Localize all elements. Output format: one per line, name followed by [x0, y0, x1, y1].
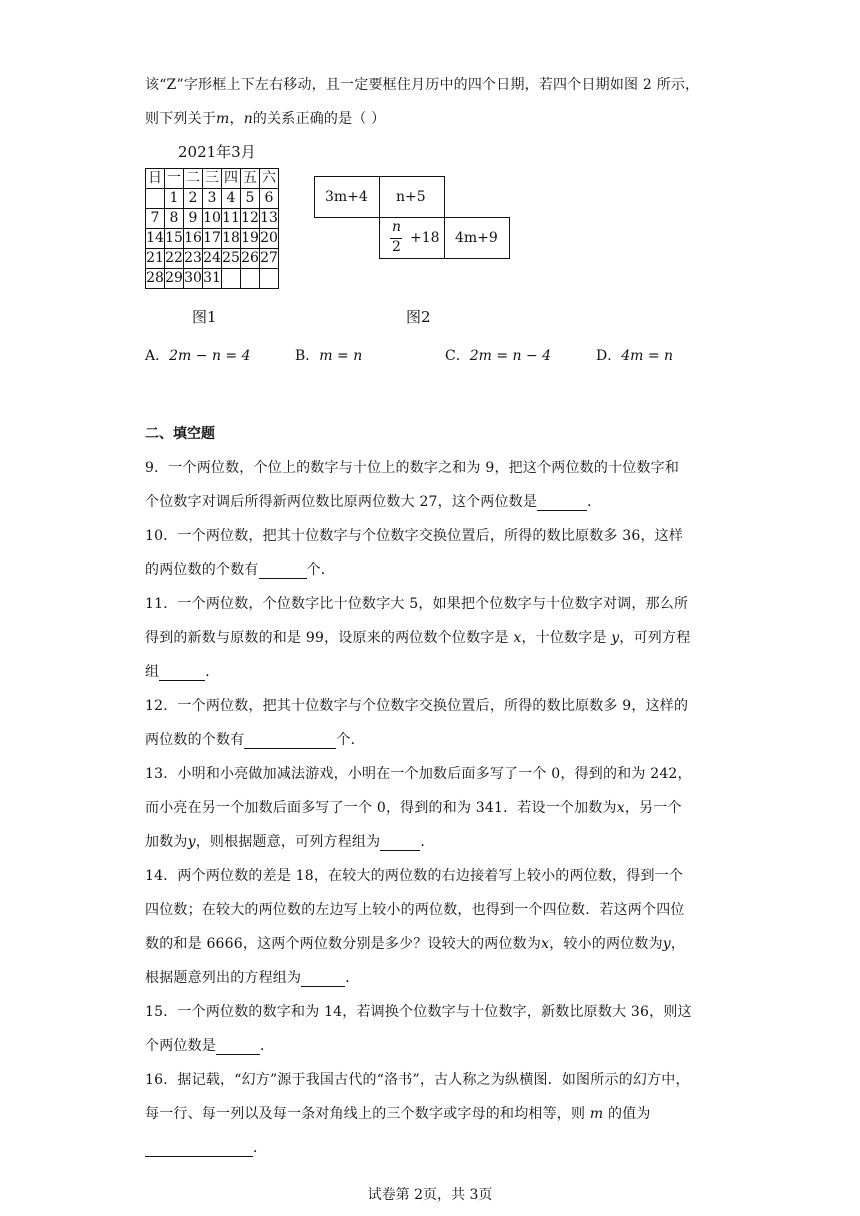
calendar-week-row	[146, 209, 279, 229]
calendar-cell: 五	[241, 169, 260, 189]
calendar-cell	[260, 269, 279, 289]
question-8-text-line-2: 则下列关于m，n的关系正确的是（ ）	[145, 111, 386, 127]
calendar-cell: 14	[146, 229, 165, 249]
calendar-cell: 10	[203, 209, 222, 229]
calendar-cell: 19	[241, 229, 260, 249]
calendar-title: 2021年3月	[178, 143, 256, 161]
calendar-week-row	[146, 249, 279, 269]
figure-2-cell-top-right: n+5	[379, 176, 445, 218]
calendar-cell: 20	[260, 229, 279, 249]
calendar-cell: 二	[184, 169, 203, 189]
calendar-cell: 三	[203, 169, 222, 189]
calendar-cell: 26	[241, 249, 260, 269]
calendar-cell: 25	[222, 249, 241, 269]
calendar-cell: 5	[241, 189, 260, 209]
calendar-cell: 31	[203, 269, 222, 289]
question-13-line-1: 13．小明和小亮做加减法游戏，小明在一个加数后面多写了一个 0，得到的和为 242，	[145, 766, 692, 782]
calendar-week-row	[146, 189, 279, 209]
calendar-cell	[241, 269, 260, 289]
calendar-cell: 28	[146, 269, 165, 289]
option-c[interactable]: C．2m = n − 4	[445, 348, 552, 364]
option-b[interactable]: B．m = n	[295, 348, 363, 364]
figure-2-cell-top-left: 3m+4	[314, 176, 380, 218]
calendar-table	[145, 168, 279, 289]
option-a[interactable]: A．2m − n = 4	[145, 348, 251, 364]
page-footer: 试卷第 2页，共 3页	[367, 1187, 493, 1203]
calendar-cell: 3	[203, 189, 222, 209]
figure-2-caption: 图2	[406, 308, 431, 326]
answer-blank[interactable]	[301, 972, 345, 987]
question-8-text-line-1: 该“Z”字形框上下左右移动，且一定要框住月历中的四个日期，若四个日期如图 2 所示，	[145, 77, 700, 93]
calendar-week-row	[146, 229, 279, 249]
calendar-week-row	[146, 269, 279, 289]
calendar-cell: 21	[146, 249, 165, 269]
answer-blank[interactable]	[537, 496, 587, 511]
question-10-line-1: 10．一个两位数，把其十位数字与个位数字交换位置后，所得的数比原数多 36，这样	[145, 528, 684, 544]
calendar-cell: 2	[184, 189, 203, 209]
question-11-line-1: 11．一个两位数，个位数字比十位数字大 5，如果把个位数字与十位数字对调，那么所	[145, 596, 689, 612]
question-12-line-1: 12．一个两位数，把其十位数字与个位数字交换位置后，所得的数比原数多 9，这样的	[145, 698, 689, 714]
question-12-line-2: 两位数的个数有 个．	[145, 732, 365, 748]
calendar-cell: 11	[222, 209, 241, 229]
calendar-cell: 四	[222, 169, 241, 189]
calendar-cell: 8	[165, 209, 184, 229]
calendar-cell: 23	[184, 249, 203, 269]
calendar-cell: 4	[222, 189, 241, 209]
question-16-line-1: 16．据记载，“幻方”源于我国古代的“洛书”，古人称之为纵横图．如图所示的幻方中，	[145, 1072, 690, 1088]
option-d[interactable]: D．4m = n	[596, 348, 674, 364]
calendar-cell: 1	[165, 189, 184, 209]
calendar-cell: 7	[146, 209, 165, 229]
figure-1-caption: 图1	[192, 308, 217, 326]
question-15-line-1: 15．一个两位数的数字和为 14，若调换个位数字与十位数字，新数比原数大 36，则这	[145, 1004, 692, 1020]
calendar-cell: 13	[260, 209, 279, 229]
calendar-cell: 日	[146, 169, 165, 189]
calendar-cell: 六	[260, 169, 279, 189]
section-title: 二、填空题	[145, 426, 215, 442]
answer-blank[interactable]	[244, 734, 336, 749]
calendar-cell: 15	[165, 229, 184, 249]
calendar-cell: 16	[184, 229, 203, 249]
calendar-cell: 9	[184, 209, 203, 229]
question-9-line-1: 9．一个两位数，个位上的数字与十位上的数字之和为 9，把这个两位数的十位数字和	[145, 460, 680, 476]
fraction-numerator: n	[392, 219, 402, 235]
calendar-cell: 30	[184, 269, 203, 289]
calendar-cell: 22	[165, 249, 184, 269]
figure-2-cell-bottom-left: n 2 +18	[379, 217, 445, 259]
answer-blank[interactable]	[259, 564, 307, 579]
calendar-cell: 6	[260, 189, 279, 209]
calendar-cell: 17	[203, 229, 222, 249]
calendar-cell: 18	[222, 229, 241, 249]
question-9-line-2: 个位数字对调后所得新两位数比原两位数大 27，这个两位数是 ．	[145, 494, 602, 510]
question-16-line-3: ．	[145, 1137, 267, 1157]
calendar-cell: 29	[165, 269, 184, 289]
question-10-line-2: 的两位数的个数有 个．	[145, 562, 336, 578]
question-14-line-2: 四位数；在较大的两位数的左边写上较小的两位数，也得到一个四位数．若这两个四位	[145, 902, 685, 918]
calendar-cell: 12	[241, 209, 260, 229]
question-11-line-3: 组 ．	[145, 664, 220, 680]
calendar-cell: 24	[203, 249, 222, 269]
figure-2-cell-bottom-right: 4m+9	[444, 217, 510, 259]
calendar-cell	[222, 269, 241, 289]
answer-blank[interactable]	[145, 1142, 253, 1157]
question-16-line-2: 每一行、每一列以及每一条对角线上的三个数字或字母的和均相等，则 m 的值为	[145, 1106, 651, 1122]
answer-blank[interactable]	[159, 666, 205, 681]
calendar-header-row	[146, 169, 279, 189]
calendar-cell: 27	[260, 249, 279, 269]
question-14-line-3: 数的和是 6666，这两个两位数分别是多少？设较大的两位数为x，较小的两位数为y，	[145, 936, 686, 952]
question-13-line-2: 而小亮在另一个加数后面多写了一个 0，得到的和为 341．若设一个加数为x，另一个	[145, 800, 682, 816]
question-15-line-2: 个两位数是 ．	[145, 1038, 275, 1054]
question-14-line-4: 根据题意列出的方程组为 ．	[145, 970, 360, 986]
question-14-line-1: 14．两个两位数的差是 18，在较大的两位数的右边接着写上较小的两位数，得到一个	[145, 868, 684, 884]
calendar-cell	[146, 189, 165, 209]
answer-blank[interactable]	[380, 836, 420, 851]
calendar-cell: 一	[165, 169, 184, 189]
question-13-line-3: 加数为y，则根据题意，可列方程组为 ．	[145, 834, 435, 850]
answer-blank[interactable]	[216, 1040, 260, 1055]
fraction-denominator: 2	[392, 239, 401, 255]
question-11-line-2: 得到的新数与原数的和是 99，设原来的两位数个位数字是 x，十位数字是 y，可列方程	[145, 630, 691, 646]
